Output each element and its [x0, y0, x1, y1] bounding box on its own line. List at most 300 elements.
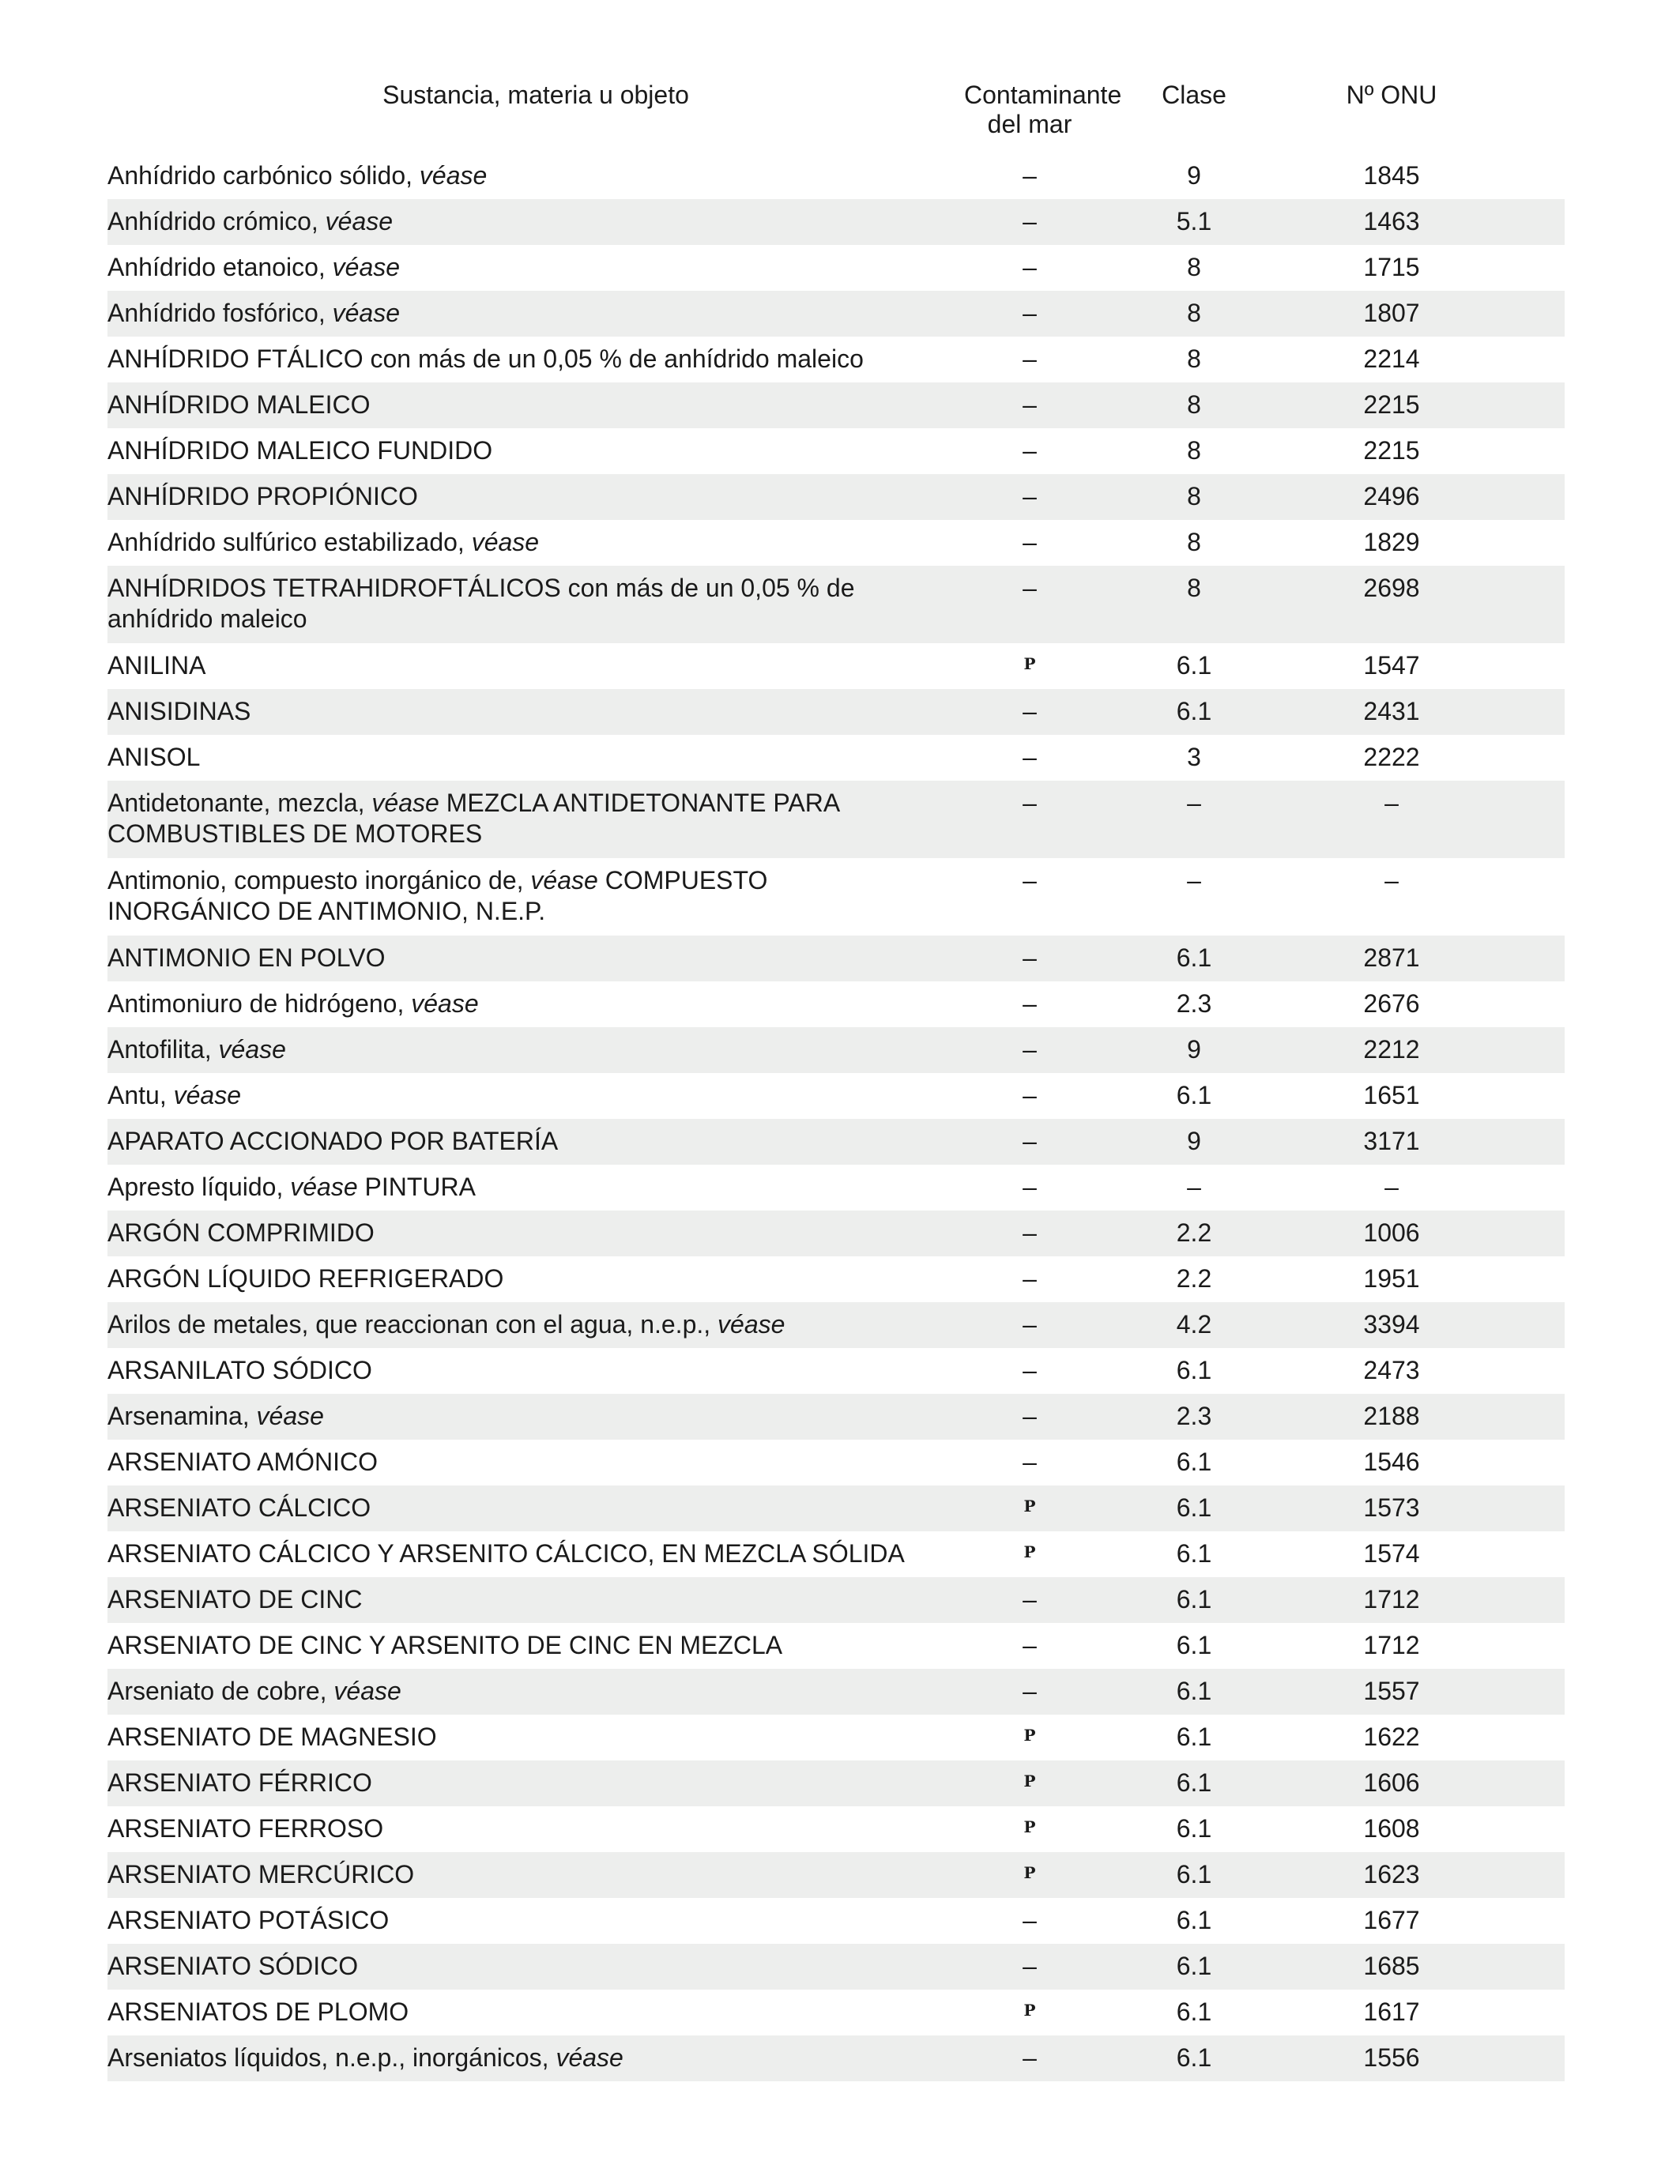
- class-cell: 9: [1187, 1127, 1201, 1155]
- see-reference: véase: [471, 528, 540, 556]
- marine-pollutant-value: –: [1023, 528, 1037, 556]
- substance-name: [107, 481, 964, 512]
- substance-name: [107, 650, 964, 681]
- marine-pollutant-cell: [964, 1080, 1095, 1111]
- substance-name: [107, 865, 964, 927]
- marine-pollutant-cell: [964, 1676, 1095, 1707]
- substance-name: [107, 1676, 964, 1707]
- class-cell: 8: [1187, 253, 1201, 281]
- un-number-cell: 1556: [1363, 2043, 1420, 2072]
- un-number-cell: –: [1384, 866, 1399, 894]
- table-row: [107, 428, 1565, 474]
- marine-pollutant-value: –: [1023, 1310, 1037, 1339]
- marine-pollutant-cell: [964, 1172, 1095, 1203]
- substance-name: [107, 2043, 964, 2073]
- un-number-cell: 1606: [1363, 1768, 1420, 1797]
- marine-pollutant-value: –: [1023, 345, 1037, 373]
- un-number-cell: 1463: [1363, 207, 1420, 235]
- substance-name: [107, 1951, 964, 1982]
- class-cell: 2.2: [1176, 1218, 1212, 1247]
- substance-name: [107, 1080, 964, 1111]
- marine-pollutant-cell: [964, 943, 1095, 973]
- see-reference: véase: [411, 989, 479, 1018]
- substance-label: Arilos de metales, que reaccionan con el agua, n.e.p.,: [107, 1310, 711, 1339]
- marine-pollutant-value: –: [1023, 1952, 1037, 1980]
- class-cell: 6.1: [1176, 1723, 1212, 1751]
- un-number-cell: 1685: [1363, 1952, 1420, 1980]
- substance-name: [107, 1034, 964, 1065]
- table-row: [107, 1211, 1565, 1256]
- un-number-cell: 1677: [1363, 1906, 1420, 1934]
- marine-pollutant-cell: [964, 1768, 1095, 1802]
- marine-pollutant-value: –: [1023, 697, 1037, 725]
- marine-pollutant-cell: [964, 1538, 1095, 1572]
- substance-name: [107, 435, 964, 466]
- marine-pollutant-value: –: [1023, 1402, 1037, 1430]
- un-number-cell: 1006: [1363, 1218, 1420, 1247]
- marine-pollutant-value: P: [1023, 1772, 1036, 1791]
- un-number-cell: 1951: [1363, 1264, 1420, 1293]
- marine-pollutant-value: –: [1023, 2043, 1037, 2072]
- marine-pollutant-cell: [964, 1401, 1095, 1432]
- table-row: [107, 1302, 1565, 1348]
- substance-name: [107, 988, 964, 1019]
- class-cell: 8: [1187, 574, 1201, 602]
- marine-pollutant-cell: [964, 435, 1095, 466]
- substance-label: ANTIMONIO EN POLVO: [107, 943, 386, 972]
- substance-name: [107, 1905, 964, 1936]
- substance-label: Antimonio, compuesto inorgánico de,: [107, 866, 524, 894]
- table-row: [107, 520, 1565, 566]
- table-row: [107, 1027, 1565, 1073]
- marine-pollutant-value: –: [1023, 1356, 1037, 1384]
- substance-label: ANHÍDRIDO FTÁLICO con más de un 0,05 % de anhídrido maleico: [107, 345, 864, 373]
- substance-label: ARSENIATO CÁLCICO Y ARSENITO CÁLCICO, EN MEZCLA SÓLIDA: [107, 1539, 905, 1568]
- marine-pollutant-value: P: [1023, 1497, 1036, 1516]
- class-cell: 9: [1187, 161, 1201, 190]
- un-number-cell: 1547: [1363, 651, 1420, 680]
- class-cell: 6.1: [1176, 1539, 1212, 1568]
- substance-label: ARSENIATO POTÁSICO: [107, 1906, 390, 1934]
- substance-label: Antidetonante, mezcla,: [107, 789, 365, 817]
- marine-pollutant-value: P: [1023, 1542, 1036, 1561]
- substance-label: ARSENIATO MERCÚRICO: [107, 1860, 415, 1888]
- substance-label: ARSENIATO DE CINC: [107, 1585, 363, 1614]
- substance-label: ARGÓN COMPRIMIDO: [107, 1218, 375, 1247]
- header-marine-line2: del mar: [987, 110, 1072, 138]
- table-row: [107, 245, 1565, 291]
- header-marine-pollutant: [964, 81, 1122, 139]
- see-target: COMPUESTO INORGÁNICO DE ANTIMONIO, N.E.P.: [107, 866, 768, 925]
- see-reference: véase: [530, 866, 598, 894]
- class-cell: 6.1: [1176, 1585, 1212, 1614]
- see-reference: véase: [218, 1035, 286, 1064]
- substance-label: Arseniato de cobre,: [107, 1677, 327, 1705]
- see-reference: véase: [332, 299, 400, 327]
- un-number-cell: 2431: [1363, 697, 1420, 725]
- class-cell: 8: [1187, 345, 1201, 373]
- marine-pollutant-cell: [964, 527, 1095, 558]
- substance-label: ANHÍDRIDOS TETRAHIDROFTÁLICOS con más de un 0,05 % de anhídrido maleico: [107, 574, 855, 633]
- table-row: [107, 1531, 1565, 1577]
- un-number-cell: 3394: [1363, 1310, 1420, 1339]
- table-row: [107, 1852, 1565, 1898]
- marine-pollutant-cell: [964, 742, 1095, 773]
- see-reference: véase: [333, 1677, 401, 1705]
- substance-name: [107, 1218, 964, 1248]
- substance-label: ARSENIATO SÓDICO: [107, 1952, 359, 1980]
- class-cell: 8: [1187, 528, 1201, 556]
- substance-label: Anhídrido crómico,: [107, 207, 318, 235]
- marine-pollutant-cell: [964, 988, 1095, 1019]
- marine-pollutant-value: –: [1023, 482, 1037, 510]
- un-number-cell: 2222: [1363, 743, 1420, 771]
- table-row: [107, 337, 1565, 382]
- substance-name: [107, 1401, 964, 1432]
- table-row: [107, 474, 1565, 520]
- substance-label: Antu,: [107, 1081, 167, 1109]
- un-number-cell: 1845: [1363, 161, 1420, 190]
- un-number-cell: 1715: [1363, 253, 1420, 281]
- marine-pollutant-cell: [964, 650, 1095, 684]
- substance-name: [107, 1813, 964, 1844]
- substance-name: [107, 1997, 964, 2028]
- table-row: [107, 1073, 1565, 1119]
- table-row: [107, 1623, 1565, 1669]
- class-cell: 6.1: [1176, 1631, 1212, 1659]
- marine-pollutant-cell: [964, 1447, 1095, 1478]
- class-cell: 6.1: [1176, 1448, 1212, 1476]
- class-cell: 2.3: [1176, 989, 1212, 1018]
- marine-pollutant-value: –: [1023, 1127, 1037, 1155]
- marine-pollutant-value: –: [1023, 299, 1037, 327]
- class-cell: –: [1187, 866, 1201, 894]
- un-number-cell: 2676: [1363, 989, 1420, 1018]
- un-number-cell: 1807: [1363, 299, 1420, 327]
- substance-name: [107, 1722, 964, 1753]
- header-substance: Sustancia, materia u objeto: [382, 81, 689, 109]
- substance-name: [107, 943, 964, 973]
- substance-name: [107, 1859, 964, 1890]
- marine-pollutant-value: –: [1023, 207, 1037, 235]
- class-cell: 8: [1187, 436, 1201, 465]
- marine-pollutant-cell: [964, 1630, 1095, 1661]
- table-row: [107, 153, 1565, 199]
- marine-pollutant-value: –: [1023, 1173, 1037, 1201]
- table-row: [107, 1898, 1565, 1944]
- table-row: [107, 566, 1565, 643]
- substance-name: [107, 1309, 964, 1340]
- substance-label: ARSENIATO DE CINC Y ARSENITO DE CINC EN MEZCLA: [107, 1631, 783, 1659]
- class-cell: –: [1187, 789, 1201, 817]
- marine-pollutant-value: –: [1023, 1081, 1037, 1109]
- substance-label: ANILINA: [107, 651, 206, 680]
- substance-label: ARSENIATO AMÓNICO: [107, 1448, 378, 1476]
- see-reference: véase: [325, 207, 394, 235]
- un-number-cell: 3171: [1363, 1127, 1420, 1155]
- substance-name: [107, 344, 964, 375]
- marine-pollutant-cell: [964, 2043, 1095, 2073]
- marine-pollutant-cell: [964, 696, 1095, 727]
- un-number-cell: 2698: [1363, 574, 1420, 602]
- marine-pollutant-cell: [964, 160, 1095, 191]
- class-cell: 6.1: [1176, 1860, 1212, 1888]
- see-reference: véase: [371, 789, 439, 817]
- marine-pollutant-value: –: [1023, 989, 1037, 1018]
- marine-pollutant-cell: [964, 481, 1095, 512]
- substance-label: ARSENIATO DE MAGNESIO: [107, 1723, 437, 1751]
- table-row: [107, 1256, 1565, 1302]
- see-reference: véase: [718, 1310, 785, 1339]
- table-header: [107, 79, 1565, 153]
- class-cell: 6.1: [1176, 2043, 1212, 2072]
- substance-label: Anhídrido etanoico,: [107, 253, 326, 281]
- substance-name: [107, 1768, 964, 1798]
- table-row: [107, 1577, 1565, 1623]
- marine-pollutant-value: –: [1023, 1264, 1037, 1293]
- marine-pollutant-cell: [964, 1034, 1095, 1065]
- marine-pollutant-value: –: [1023, 1585, 1037, 1614]
- see-reference: véase: [256, 1402, 324, 1430]
- class-cell: 6.1: [1176, 697, 1212, 725]
- substance-label: ARGÓN LÍQUIDO REFRIGERADO: [107, 1264, 504, 1293]
- substance-label: Antofilita,: [107, 1035, 212, 1064]
- marine-pollutant-cell: [964, 390, 1095, 420]
- class-cell: 6.1: [1176, 1998, 1212, 2026]
- un-number-cell: 2473: [1363, 1356, 1420, 1384]
- class-cell: –: [1187, 1173, 1201, 1201]
- substance-label: ARSENIATO FERROSO: [107, 1814, 384, 1843]
- class-cell: 6.1: [1176, 1906, 1212, 1934]
- un-number-cell: 1651: [1363, 1081, 1420, 1109]
- table-row: [107, 735, 1565, 781]
- marine-pollutant-cell: [964, 1309, 1095, 1340]
- table-row: [107, 1669, 1565, 1715]
- table-row: [107, 689, 1565, 735]
- substance-label: ANHÍDRIDO PROPIÓNICO: [107, 482, 418, 510]
- substance-name: [107, 742, 964, 773]
- marine-pollutant-cell: [964, 788, 1095, 819]
- marine-pollutant-value: P: [1023, 2001, 1036, 2020]
- substance-label: Anhídrido fosfórico,: [107, 299, 326, 327]
- marine-pollutant-value: P: [1023, 1863, 1036, 1882]
- marine-pollutant-cell: [964, 1126, 1095, 1157]
- un-number-cell: 2215: [1363, 390, 1420, 419]
- substance-name: [107, 206, 964, 237]
- marine-pollutant-cell: [964, 1355, 1095, 1386]
- un-number-cell: 2214: [1363, 345, 1420, 373]
- see-reference: véase: [173, 1081, 241, 1109]
- class-cell: 3: [1187, 743, 1201, 771]
- un-number-cell: 1622: [1363, 1723, 1420, 1751]
- marine-pollutant-cell: [964, 1263, 1095, 1294]
- marine-pollutant-value: –: [1023, 743, 1037, 771]
- un-number-cell: 1623: [1363, 1860, 1420, 1888]
- marine-pollutant-cell: [964, 1218, 1095, 1248]
- page-content: [107, 79, 1565, 2081]
- substance-name: [107, 298, 964, 329]
- see-target: PINTURA: [364, 1173, 476, 1201]
- substance-name: [107, 1584, 964, 1615]
- class-cell: 8: [1187, 299, 1201, 327]
- substance-label: ARSENIATOS DE PLOMO: [107, 1998, 409, 2026]
- marine-pollutant-cell: [964, 1905, 1095, 1936]
- table-row: [107, 1394, 1565, 1440]
- table-row: [107, 1806, 1565, 1852]
- table-row: [107, 781, 1565, 858]
- table-body: [107, 153, 1565, 2081]
- marine-pollutant-cell: [964, 298, 1095, 329]
- table-row: [107, 199, 1565, 245]
- table-row: [107, 2035, 1565, 2081]
- class-cell: 6.1: [1176, 1814, 1212, 1843]
- un-number-cell: 1574: [1363, 1539, 1420, 1568]
- see-target: MEZCLA ANTIDETONANTE PARA COMBUSTIBLES DE MOTORES: [107, 789, 839, 848]
- substance-name: [107, 1447, 964, 1478]
- class-cell: 6.1: [1176, 1768, 1212, 1797]
- marine-pollutant-value: –: [1023, 866, 1037, 894]
- un-number-cell: 1573: [1363, 1493, 1420, 1522]
- header-class: Clase: [1162, 81, 1226, 109]
- un-number-cell: 2215: [1363, 436, 1420, 465]
- substance-label: Anhídrido carbónico sólido,: [107, 161, 413, 190]
- un-number-cell: 2871: [1363, 943, 1420, 972]
- un-number-cell: 1546: [1363, 1448, 1420, 1476]
- see-reference: véase: [556, 2043, 623, 2072]
- header-marine-line1: Contaminante: [964, 81, 1122, 109]
- substance-label: ARSENIATO FÉRRICO: [107, 1768, 372, 1797]
- marine-pollutant-cell: [964, 1951, 1095, 1982]
- substance-label: APARATO ACCIONADO POR BATERÍA: [107, 1127, 559, 1155]
- table-row: [107, 981, 1565, 1027]
- marine-pollutant-cell: [964, 1997, 1095, 2031]
- substance-label: Apresto líquido,: [107, 1173, 284, 1201]
- marine-pollutant-cell: [964, 1859, 1095, 1893]
- substance-label: ANHÍDRIDO MALEICO FUNDIDO: [107, 436, 493, 465]
- substance-label: ANISOL: [107, 743, 201, 771]
- class-cell: 2.2: [1176, 1264, 1212, 1293]
- substance-name: [107, 1355, 964, 1386]
- table-row: [107, 858, 1565, 936]
- substance-label: Arseniatos líquidos, n.e.p., inorgánicos,: [107, 2043, 549, 2072]
- marine-pollutant-cell: [964, 1584, 1095, 1615]
- class-cell: 9: [1187, 1035, 1201, 1064]
- marine-pollutant-value: –: [1023, 574, 1037, 602]
- table-row: [107, 936, 1565, 981]
- substance-label: Anhídrido sulfúrico estabilizado,: [107, 528, 465, 556]
- substance-name: [107, 160, 964, 191]
- substance-name: [107, 1172, 964, 1203]
- marine-pollutant-cell: [964, 252, 1095, 283]
- table-row: [107, 1715, 1565, 1760]
- class-cell: 6.1: [1176, 943, 1212, 972]
- marine-pollutant-value: –: [1023, 253, 1037, 281]
- table-row: [107, 1165, 1565, 1211]
- substance-name: [107, 1493, 964, 1523]
- substance-label: ARSENIATO CÁLCICO: [107, 1493, 371, 1522]
- see-reference: véase: [332, 253, 401, 281]
- un-number-cell: 2496: [1363, 482, 1420, 510]
- table-row: [107, 382, 1565, 428]
- marine-pollutant-cell: [964, 344, 1095, 375]
- marine-pollutant-value: –: [1023, 390, 1037, 419]
- class-cell: 6.1: [1176, 1677, 1212, 1705]
- substance-name: [107, 573, 964, 634]
- table-row: [107, 1440, 1565, 1485]
- substance-name: [107, 1630, 964, 1661]
- marine-pollutant-cell: [964, 1493, 1095, 1527]
- class-cell: 6.1: [1176, 1356, 1212, 1384]
- marine-pollutant-cell: [964, 206, 1095, 237]
- class-cell: 2.3: [1176, 1402, 1212, 1430]
- un-number-cell: 1617: [1363, 1998, 1420, 2026]
- marine-pollutant-value: P: [1023, 1726, 1036, 1745]
- substance-name: [107, 252, 964, 283]
- marine-pollutant-value: –: [1023, 789, 1037, 817]
- substance-label: Antimoniuro de hidrógeno,: [107, 989, 405, 1018]
- substance-name: [107, 1538, 964, 1569]
- marine-pollutant-value: –: [1023, 1218, 1037, 1247]
- substance-name: [107, 390, 964, 420]
- see-reference: véase: [419, 161, 488, 190]
- class-cell: 6.1: [1176, 1952, 1212, 1980]
- un-number-cell: 1829: [1363, 528, 1420, 556]
- un-number-cell: 1557: [1363, 1677, 1420, 1705]
- class-cell: 6.1: [1176, 651, 1212, 680]
- marine-pollutant-cell: [964, 1722, 1095, 1756]
- table-row: [107, 1485, 1565, 1531]
- table-row: [107, 1348, 1565, 1394]
- substance-label: ARSANILATO SÓDICO: [107, 1356, 372, 1384]
- substance-label: ANISIDINAS: [107, 697, 251, 725]
- substance-name: [107, 1263, 964, 1294]
- un-number-cell: 2188: [1363, 1402, 1420, 1430]
- table-row: [107, 1119, 1565, 1165]
- marine-pollutant-cell: [964, 1813, 1095, 1847]
- un-number-cell: 1712: [1363, 1631, 1420, 1659]
- substance-name: [107, 527, 964, 558]
- marine-pollutant-value: –: [1023, 161, 1037, 190]
- marine-pollutant-value: P: [1023, 654, 1036, 673]
- see-reference: véase: [290, 1173, 358, 1201]
- marine-pollutant-value: –: [1023, 1906, 1037, 1934]
- un-number-cell: 2212: [1363, 1035, 1420, 1064]
- un-number-cell: 1712: [1363, 1585, 1420, 1614]
- marine-pollutant-value: –: [1023, 943, 1037, 972]
- class-cell: 8: [1187, 482, 1201, 510]
- substance-label: ANHÍDRIDO MALEICO: [107, 390, 371, 419]
- marine-pollutant-cell: [964, 573, 1095, 604]
- un-number-cell: 1608: [1363, 1814, 1420, 1843]
- marine-pollutant-cell: [964, 865, 1095, 896]
- marine-pollutant-value: P: [1023, 1817, 1036, 1836]
- marine-pollutant-value: –: [1023, 1631, 1037, 1659]
- class-cell: 5.1: [1176, 207, 1212, 235]
- marine-pollutant-value: –: [1023, 1035, 1037, 1064]
- header-un-number: Nº ONU: [1346, 81, 1437, 109]
- class-cell: 8: [1187, 390, 1201, 419]
- substance-name: [107, 1126, 964, 1157]
- un-number-cell: –: [1384, 1173, 1399, 1201]
- table-row: [107, 1990, 1565, 2035]
- substance-name: [107, 696, 964, 727]
- class-cell: 6.1: [1176, 1493, 1212, 1522]
- class-cell: 4.2: [1176, 1310, 1212, 1339]
- table-row: [107, 1944, 1565, 1990]
- marine-pollutant-value: –: [1023, 436, 1037, 465]
- marine-pollutant-value: –: [1023, 1448, 1037, 1476]
- class-cell: 6.1: [1176, 1081, 1212, 1109]
